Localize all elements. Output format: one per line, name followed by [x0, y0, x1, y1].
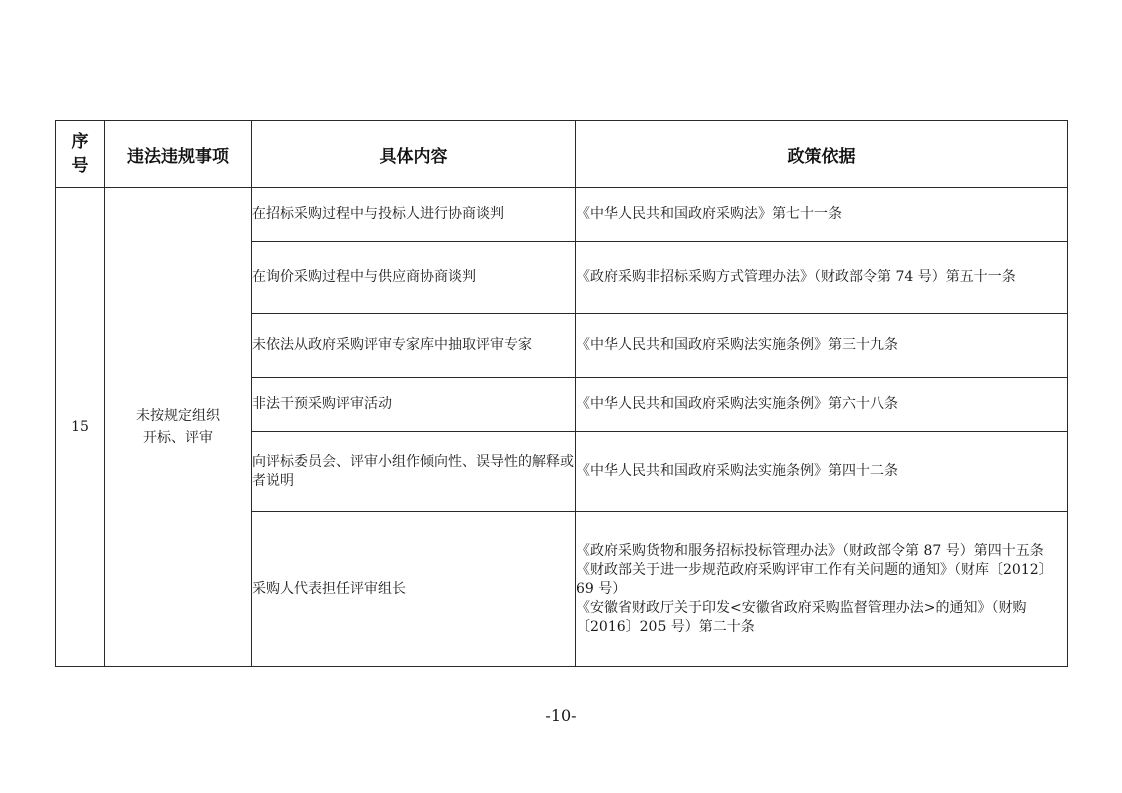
header-basis: 政策依据	[576, 121, 1068, 188]
basis-cell	[576, 378, 1068, 432]
item-cell	[105, 188, 252, 667]
basis-line: 《中华人民共和国政府采购法实施条例》第六十八条	[576, 396, 898, 412]
basis-line: 《中华人民共和国政府采购法实施条例》第四十二条	[576, 463, 898, 479]
content-cell: 采购人代表担任评审组长	[252, 512, 576, 667]
item-text-line: 未按规定组织	[136, 408, 220, 424]
header-content: 具体内容	[252, 121, 576, 188]
basis-line: 《政府采购非招标采购方式管理办法》（财政部令第 74 号）第五十一条	[576, 269, 1016, 285]
basis-cell	[576, 432, 1068, 512]
basis-cell	[576, 242, 1068, 314]
header-seq-line-2: 号	[71, 156, 89, 176]
basis-line: 《中华人民共和国政府采购法》第七十一条	[576, 206, 842, 222]
item-text	[136, 408, 220, 446]
basis-line: 《中华人民共和国政府采购法实施条例》第三十九条	[576, 337, 898, 353]
header-seq-line-1: 序	[71, 132, 89, 152]
header-seq	[56, 121, 105, 188]
item-text-line: 开标、评审	[143, 430, 213, 446]
content-cell: 未依法从政府采购评审专家库中抽取评审专家	[252, 314, 576, 378]
table-header-row	[56, 121, 1068, 188]
basis-cell	[576, 314, 1068, 378]
basis-line: 《安徽省财政厅关于印发<安徽省政府采购监督管理办法>的通知》（财购〔2016〕205 号）第二十条	[576, 599, 1027, 635]
content-cell: 向评标委员会、评审小组作倾向性、误导性的解释或者说明	[252, 432, 576, 512]
content-cell: 在询价采购过程中与供应商协商谈判	[252, 242, 576, 314]
basis-line: 《财政部关于进一步规范政府采购评审工作有关问题的通知》（财库〔2012〕69 号）	[576, 561, 1053, 597]
basis-cell	[576, 188, 1068, 242]
content-cell: 非法干预采购评审活动	[252, 378, 576, 432]
page-number: -10-	[545, 706, 577, 725]
content-cell: 在招标采购过程中与投标人进行协商谈判	[252, 188, 576, 242]
basis-cell	[576, 512, 1068, 667]
basis-line: 《政府采购货物和服务招标投标管理办法》（财政部令第 87 号）第四十五条	[576, 542, 1044, 559]
table-row	[56, 188, 1068, 242]
header-item: 违法违规事项	[105, 121, 252, 188]
seq-cell: 15	[56, 188, 105, 667]
policy-table	[55, 120, 1068, 667]
